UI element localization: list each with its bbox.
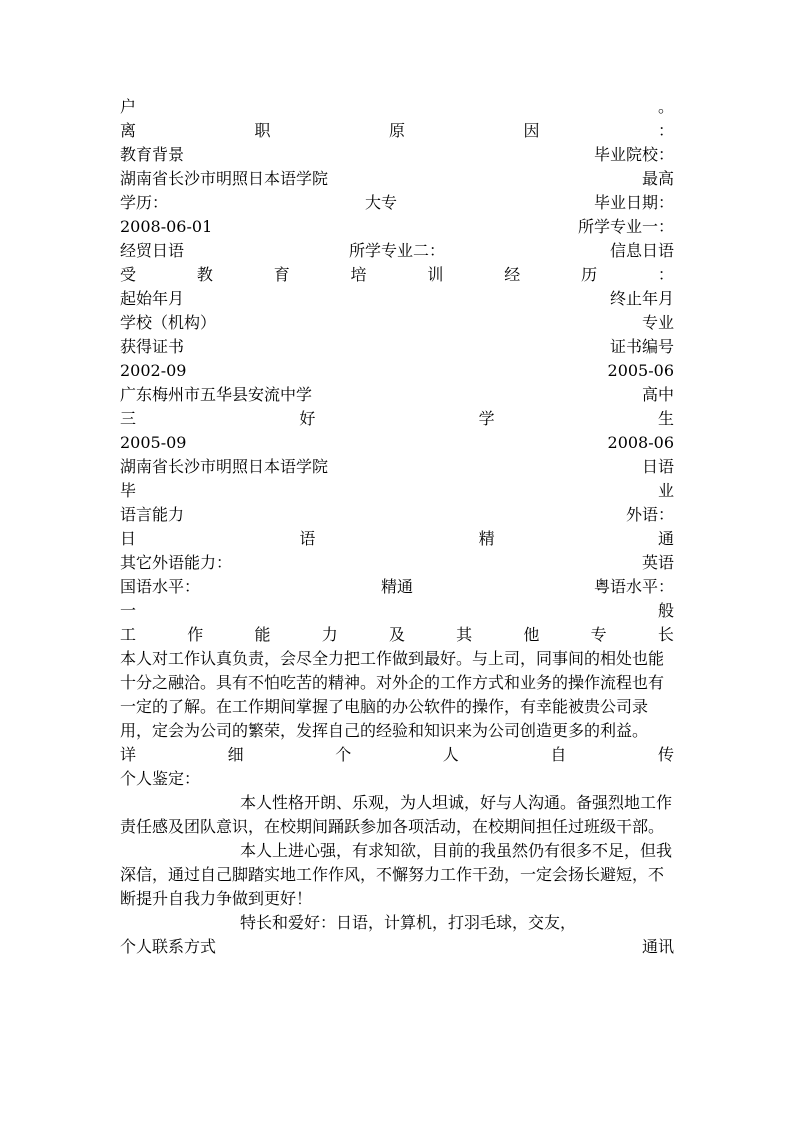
text-fragment: 学	[478, 409, 495, 428]
text-fragment: 人	[442, 745, 459, 764]
text-fragment: 获得证书	[120, 337, 185, 356]
text-line	[120, 335, 674, 359]
text-fragment: 原	[388, 121, 405, 140]
text-line	[120, 311, 674, 335]
text-fragment: 他	[523, 625, 540, 644]
text-fragment: 2005-06	[607, 361, 674, 380]
text-fragment: 所学专业二：	[348, 241, 445, 260]
text-fragment: 及	[388, 625, 405, 644]
text-fragment: 粤语水平：	[593, 577, 674, 596]
text-fragment: 教育背景	[120, 145, 185, 164]
text-fragment: 湖南省长沙市明照日本语学院	[120, 169, 329, 188]
text-fragment: 2008-06-01	[120, 217, 213, 236]
text-line	[120, 935, 674, 959]
text-fragment: 训	[427, 265, 444, 284]
work-paragraph-text: 本人对工作认真负责，会尽全力把工作做到最好。与上司，同事间的相处也能十分之融洽。具有不怕吃苦的精神。对外企的工作方式和业务的操作流程也有一定的了解。在工作期间掌握了电脑的办公软件的操作，有幸能被贵公司录用，定会为公司的繁荣，发挥自己的经验和知识来为公司创造更多的利益。	[120, 649, 665, 740]
text-fragment: 自	[550, 745, 567, 764]
text-fragment: 长	[657, 625, 674, 644]
hobbies-text: 特长和爱好：日语，计算机，打羽毛球，交友，	[240, 913, 577, 932]
text-fragment: 专业	[641, 313, 674, 332]
text-fragment: 大专	[364, 193, 397, 212]
text-fragment: 专	[590, 625, 607, 644]
text-fragment: 精	[478, 529, 495, 548]
text-fragment: 好	[299, 409, 316, 428]
text-fragment: 信息日语	[609, 241, 674, 260]
text-fragment: 最高	[641, 169, 674, 188]
text-fragment: 个人联系方式	[120, 937, 217, 956]
text-fragment: 语言能力	[120, 505, 185, 524]
text-fragment: 业	[657, 481, 674, 500]
text-fragment: 一	[120, 601, 137, 620]
text-line	[120, 503, 674, 527]
text-line	[120, 767, 674, 791]
text-line	[120, 599, 674, 623]
text-fragment: 生	[657, 409, 674, 428]
text-fragment: 2005-09	[120, 433, 187, 452]
self-evaluation-1-text: 本人性格开朗、乐观，为人坦诚，好与人沟通。备强烈地工作责任感及团队意识，在校期间踊跃参加各项活动，在校期间担任过班级干部。	[120, 793, 673, 836]
text-fragment: 。	[657, 97, 674, 116]
text-fragment: 教	[196, 265, 213, 284]
text-line	[120, 527, 674, 551]
text-fragment: 高中	[641, 385, 674, 404]
text-line	[120, 551, 674, 575]
text-fragment: 2008-06	[607, 433, 674, 452]
text-fragment: 工	[120, 625, 137, 644]
text-line	[120, 119, 674, 143]
text-fragment: 经	[504, 265, 521, 284]
text-line	[120, 575, 674, 599]
text-line	[120, 383, 674, 407]
text-line	[120, 431, 674, 455]
text-fragment: 传	[657, 745, 674, 764]
text-fragment: 日	[120, 529, 137, 548]
document-page	[120, 95, 674, 959]
text-fragment: 户	[120, 97, 137, 116]
text-fragment: 通讯	[641, 937, 674, 956]
text-line	[120, 743, 674, 767]
text-fragment: 离	[120, 121, 137, 140]
text-fragment: 国语水平：	[120, 577, 201, 596]
text-fragment: 所学专业一：	[577, 217, 674, 236]
text-fragment: 细	[227, 745, 244, 764]
text-fragment: 历	[581, 265, 598, 284]
text-fragment: 力	[321, 625, 338, 644]
text-fragment: 职	[254, 121, 271, 140]
text-fragment: 毕	[120, 481, 137, 500]
text-fragment: 能	[254, 625, 271, 644]
text-fragment: 通	[657, 529, 674, 548]
text-line	[120, 359, 674, 383]
text-line	[120, 623, 674, 647]
text-fragment: 学历：	[120, 193, 169, 212]
text-fragment: 培	[350, 265, 367, 284]
text-fragment: 精通	[380, 577, 413, 596]
text-line	[120, 167, 674, 191]
text-fragment: 2002-09	[120, 361, 187, 380]
text-fragment: 证书编号	[609, 337, 674, 356]
text-fragment: 受	[120, 265, 137, 284]
text-fragment: ：	[657, 121, 674, 140]
text-line	[120, 215, 674, 239]
self-evaluation-2	[120, 839, 674, 911]
text-fragment: 因	[523, 121, 540, 140]
self-evaluation-2-text: 本人上进心强，有求知欲，目前的我虽然仍有很多不足，但我深信，通过自己脚踏实地工作作风，不懈努力工作干劲，一定会扬长避短，不断提升自我力争做到更好！	[120, 841, 673, 908]
text-fragment: 育	[273, 265, 290, 284]
text-line	[120, 263, 674, 287]
text-fragment: 毕业院校：	[593, 145, 674, 164]
text-fragment: 其	[456, 625, 473, 644]
text-line	[120, 479, 674, 503]
text-fragment: 湖南省长沙市明照日本语学院	[120, 457, 329, 476]
text-fragment: 详	[120, 745, 137, 764]
text-fragment: 个	[335, 745, 352, 764]
text-fragment: 作	[187, 625, 204, 644]
text-line	[120, 95, 674, 119]
text-fragment: 语	[299, 529, 316, 548]
text-fragment: 广东梅州市五华县安流中学	[120, 385, 313, 404]
text-fragment: ：	[657, 265, 674, 284]
text-fragment: 学校（机构）	[120, 313, 217, 332]
text-line	[120, 407, 674, 431]
text-fragment: 外语：	[625, 505, 674, 524]
work-paragraph	[120, 647, 674, 743]
text-fragment: 起始年月	[120, 289, 185, 308]
self-evaluation-1	[120, 791, 674, 839]
text-fragment: 其它外语能力：	[120, 553, 233, 572]
text-fragment: 英语	[641, 553, 674, 572]
text-fragment: 般	[657, 601, 674, 620]
text-line	[120, 191, 674, 215]
text-line	[120, 455, 674, 479]
text-line	[120, 143, 674, 167]
text-line	[120, 287, 674, 311]
text-fragment: 终止年月	[609, 289, 674, 308]
hobbies-line	[120, 911, 674, 935]
text-fragment: 毕业日期：	[593, 193, 674, 212]
text-line	[120, 239, 674, 263]
text-fragment: 三	[120, 409, 137, 428]
text-fragment: 个人鉴定：	[120, 769, 201, 788]
text-fragment: 日语	[641, 457, 674, 476]
text-fragment: 经贸日语	[120, 241, 185, 260]
